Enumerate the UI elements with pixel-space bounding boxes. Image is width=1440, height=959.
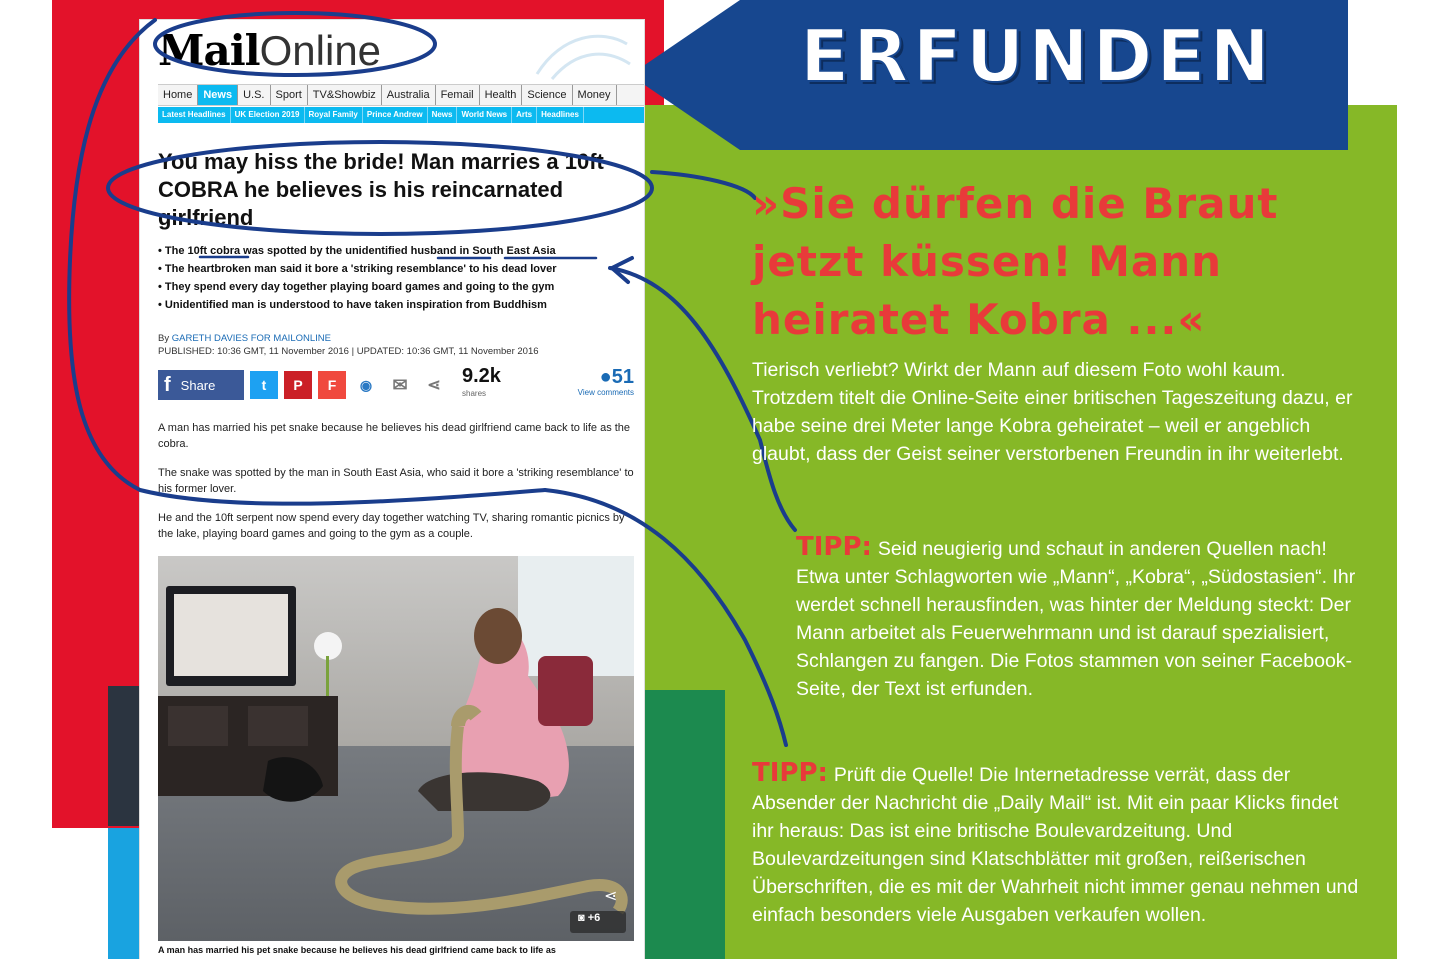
- subnav-item[interactable]: UK Election 2019: [231, 107, 305, 123]
- tip-label: TIPP:: [752, 758, 828, 788]
- tip-label: TIPP:: [796, 532, 872, 562]
- sub-navigation: [158, 107, 644, 123]
- nav-item[interactable]: Science: [522, 85, 572, 105]
- bullet-item: • They spend every day together playing board games and going to the gym: [158, 278, 633, 296]
- article-byline: [158, 332, 539, 358]
- decorative-swirl-icon: [532, 24, 632, 84]
- main-navigation: [158, 84, 644, 106]
- photo-count-label: +6: [587, 912, 601, 924]
- bullet-item: • Unidentified man is understood to have taken inspiration from Buddhism: [158, 296, 633, 314]
- nav-item[interactable]: Australia: [382, 85, 436, 105]
- publish-date: PUBLISHED: 10:36 GMT, 11 November 2016 | UPDATED: 10:36 GMT, 11 November 2016: [158, 346, 539, 357]
- article-paragraph: A man has married his pet snake because he believes his dead girlfriend came back to life as the cobra.: [158, 422, 631, 450]
- nav-item[interactable]: Money: [573, 85, 617, 105]
- nav-item[interactable]: U.S.: [238, 85, 270, 105]
- subnav-item[interactable]: News: [428, 107, 458, 123]
- tip-two: [752, 759, 1362, 929]
- article-paragraph: The snake was spotted by the man in South East Asia, who said it bore a 'striking resemblance' to his former lover.: [158, 467, 634, 495]
- subnav-item[interactable]: Latest Headlines: [158, 107, 231, 123]
- logo-bold-text: Mail: [158, 26, 260, 75]
- share-photo-icon[interactable]: ⋖: [604, 888, 618, 905]
- messenger-icon[interactable]: ◉: [359, 376, 373, 393]
- comments-link[interactable]: ●51 View comments: [577, 366, 634, 397]
- article-headline[interactable]: You may hiss the bride! Man marries a 10ft COBRA he believes is his reincarnated girlfriend: [158, 149, 604, 230]
- subnav-item[interactable]: Headlines: [537, 107, 584, 123]
- author-link[interactable]: GARETH DAVIES FOR MAILONLINE: [171, 333, 331, 344]
- article-paragraph: He and the 10ft serpent now spend every day together watching TV, sharing romantic picnics by the lake, playing board games and going to the gym as a couple.: [158, 512, 625, 540]
- bullet-item: • The heartbroken man said it bore a 'striking resemblance' to his dead lover: [158, 260, 633, 278]
- subnav-item[interactable]: Royal Family: [305, 107, 363, 123]
- flipboard-icon[interactable]: F: [318, 371, 346, 399]
- share-label: Share: [180, 377, 216, 393]
- photo-caption: A man has married his pet snake because he believes his dead girlfriend came back to life as: [158, 945, 556, 955]
- article-photo[interactable]: [158, 556, 634, 941]
- article-screenshot: [140, 20, 644, 959]
- email-icon[interactable]: ✉: [392, 374, 408, 395]
- subnav-item[interactable]: Arts: [512, 107, 537, 123]
- article-body: [158, 420, 634, 555]
- facebook-share-button[interactable]: [158, 370, 244, 400]
- teal-accent-block: [630, 690, 725, 959]
- share-bar: [158, 365, 634, 400]
- subnav-item[interactable]: World News: [457, 107, 512, 123]
- nav-item[interactable]: Sport: [271, 85, 308, 105]
- headline-quote: »Sie dürfen die Braut jetzt küssen! Mann heiratet Kobra ...«: [752, 179, 1279, 344]
- intro-paragraph: Tierisch verliebt? Wirkt der Mann auf diesem Foto wohl kaum. Trotzdem titelt die Online-Seite einer britischen Tageszeitung dazu, er habe seine drei Meter lange Kobra geheiratet – weil er angeblich glaubt, dass der Geist seiner verstorbenen Freundin in ihr weiterlebt.: [752, 359, 1353, 465]
- man-with-cobra-photo: [158, 556, 634, 941]
- nav-item[interactable]: Femail: [436, 85, 480, 105]
- twitter-icon[interactable]: t: [250, 371, 278, 399]
- nav-item[interactable]: News: [198, 85, 238, 105]
- panel-title: ERFUNDEN: [800, 14, 1274, 98]
- article-bullets: [158, 242, 633, 314]
- facebook-icon: f: [164, 373, 171, 396]
- bullet-item: • The 10ft cobra was spotted by the unidentified husband in South East Asia: [158, 242, 633, 260]
- camera-icon: ◙: [578, 912, 585, 924]
- share-more-icon[interactable]: ⋖: [427, 377, 441, 394]
- tip-one: [796, 533, 1366, 703]
- tip-two-text: Prüft die Quelle! Die Internetadresse verrät, dass der Absender der Nachricht die „Daily Mail“ ist. Mit ein paar Klicks findet ihr heraus: Das ist eine britische Boulevardzeitung. Und Boulevardzeitungen sind Klatschblätter mit großen, reißerischen Überschriften, die es mit der Wahrheit nicht immer genau nehmen und einfach besonders viele Ausgaben verkaufen wollen.: [752, 764, 1359, 926]
- tip-one-text: Seid neugierig und schaut in anderen Quellen nach! Etwa unter Schlagworten wie „Mann“, „Kobra“, „Südostasien“. Ihr werdet schnell herausfinden, was hinter der Meldung steckt: Der Mann arbeitet als Feuerwehrmann und ist darauf spezialisiert, Schlangen zu fangen. Die Fotos stammen von seiner Facebook-Seite, der Text ist erfunden.: [796, 538, 1356, 700]
- nav-item[interactable]: TV&Showbiz: [308, 85, 382, 105]
- subnav-item[interactable]: Prince Andrew: [363, 107, 428, 123]
- byline-prefix: By: [158, 333, 170, 344]
- logo-light-text: Online: [259, 27, 382, 74]
- pinterest-icon[interactable]: P: [284, 371, 312, 399]
- nav-item[interactable]: Health: [480, 85, 523, 105]
- photo-count[interactable]: [578, 912, 600, 924]
- comment-icon: ●: [599, 366, 612, 388]
- share-count: 9.2k shares: [462, 365, 501, 398]
- mailonline-logo: [158, 26, 381, 75]
- nav-item[interactable]: Home: [158, 85, 198, 105]
